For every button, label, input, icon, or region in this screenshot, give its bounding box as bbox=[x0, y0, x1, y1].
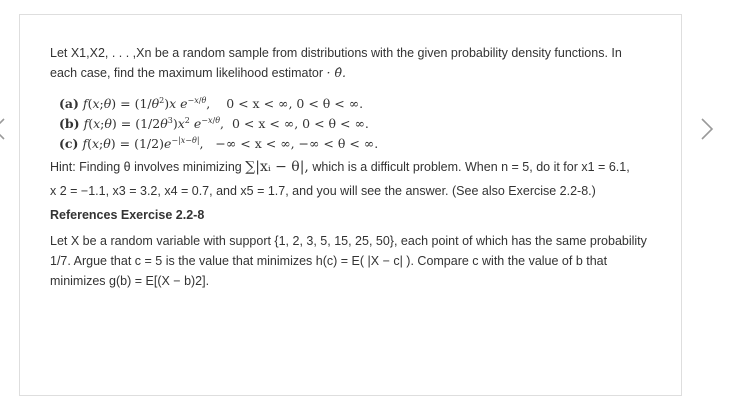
density-item-b bbox=[59, 112, 651, 132]
hint-continued: x 2 = −1.1, x3 = 3.2, x4 = 0.7, and x5 = 1.7, and you will see the answer. (See also Exercise 2.2-8.) bbox=[50, 184, 596, 199]
references-heading: References Exercise 2.2-8 bbox=[50, 208, 205, 223]
estimator-symbol: · θ̂. bbox=[326, 65, 346, 80]
density-item-c bbox=[59, 132, 651, 152]
density-support: −∞ < x < ∞, −∞ < θ < ∞. bbox=[215, 136, 379, 152]
problem-card bbox=[19, 14, 682, 396]
hint-sum: ∑|xᵢ − θ|, bbox=[245, 159, 309, 176]
hint-suffix: which is a difficult problem. When n = 5, do it for x1 = 6.1, bbox=[312, 160, 630, 175]
density-support: 0 < x < ∞, 0 < θ < ∞. bbox=[226, 96, 364, 112]
density-support: 0 < x < ∞, 0 < θ < ∞. bbox=[231, 116, 369, 132]
density-label: (b) bbox=[59, 116, 80, 132]
problem-intro-text: Let X1,X2, . . . ,Xn be a random sample from distributions with the given probability density functions. In each case, find the maximum likelihood estimator bbox=[50, 46, 622, 80]
density-label: (a) bbox=[59, 96, 79, 112]
density-item-a bbox=[59, 92, 651, 112]
chevron-right-icon[interactable] bbox=[697, 115, 717, 143]
chevron-left-icon[interactable] bbox=[0, 115, 10, 143]
density-list bbox=[59, 92, 651, 152]
density-formula: f(x;θ) = $(1/2\theta^3)x^2$ $e^{-x/\theta}$, bbox=[83, 116, 224, 132]
density-formula: f(x;θ) = $(1/\theta^2)x$ $e^{-x/\theta}$, bbox=[82, 96, 211, 112]
hint-prefix: Hint: Finding θ involves minimizing bbox=[50, 160, 242, 175]
density-label: (c) bbox=[59, 136, 79, 152]
references-body: Let X be a random variable with support {1, 2, 3, 5, 15, 25, 50}, each point of which has the same probability 1/7. Argue that c = 5 is the value that minimizes h(c) = E( |X − c| ). Compare c with the value of b that minimizes g(b) = E[(X − b)2]. bbox=[50, 234, 647, 289]
hint-text bbox=[50, 157, 651, 177]
problem-intro bbox=[50, 43, 651, 83]
density-formula: f(x;θ) = $(1/2)e^{-|x-\theta|}$, bbox=[82, 136, 204, 152]
